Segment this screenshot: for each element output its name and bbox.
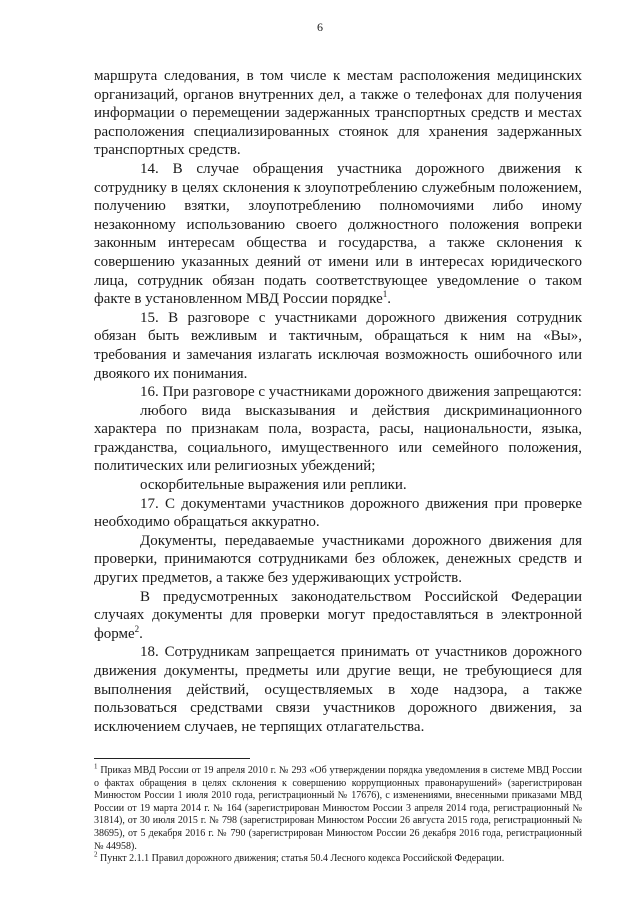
footnote-ref-1: 1 — [382, 289, 388, 300]
paragraph-continuation: маршрута следования, в том числе к местам расположения медицинских организаций, органов внутренних дел, а также о телефонах для получения информации о перемещении задержанных транспортных средств и местах расположения специализированных стоянок для хранения задержанных транспортных средств. — [94, 68, 582, 159]
paragraph-17: 17. С документами участников дорожного движения при проверке необходимо обращаться аккуратно. — [94, 495, 582, 531]
paragraph-16: 16. При разговоре с участниками дорожного движения запрещаются: — [140, 384, 582, 401]
paragraph-16-item-1: любого вида высказывания и действия дискриминационного характера по признакам пола, возраста, расы, национальности, языка, гражданства, социального, имущественного или семейного положения, политических или религиозных убеждений; — [94, 402, 582, 475]
paragraph-15: 15. В разговоре с участниками дорожного движения сотрудник обязан быть вежливым и тактичным, обращаться к ним на «Вы», требования и замечания излагать исключая возможность ошибочного или двоякого их понимания. — [94, 309, 582, 382]
body-text — [94, 67, 582, 736]
footnote-2: $^2$ Пункт 2.1.1 Правил дорожного движения; статья 50.4 Лесного кодекса Российской Федерации. — [94, 850, 505, 865]
footnote-ref-2: 2 — [134, 623, 140, 634]
paragraph-14: 14. В случае обращения участника дорожного движения к сотруднику в целях склонения к злоупотреблению служебным положением, получению взятки, злоупотреблению полномочиями либо иному незаконному использованию своего должностного положения вопреки законным интересам общества и государства, а также склонения к совершению указанных деяний от имени или в интересах юридического лица, сотрудник обязан подать соответствующее уведомление о таком факте в установленном МВД России порядке$^1$. — [94, 160, 582, 308]
paragraph-16-item-2: оскорбительные выражения или реплики. — [140, 477, 407, 494]
footnotes — [94, 762, 583, 866]
footnote-1: $^1$ Приказ МВД России от 19 апреля 2010 г. № 293 «Об утверждении порядка уведомления в системе МВД России о фактах обращения в целях склонения к совершению коррупционных правонарушений» (зарегистрирован Минюстом России 1 июля 2010 года, регистрационный № 17676), с изменениями, внесенными приказами МВД России от 19 марта 2014 г. № 164 (зарегистрирован Минюстом России 3 апреля 2014 года, регистрационный № 31814), от 30 июля 2015 г. № 798 (зарегистрирован Минюстом России 26 августа 2015 года, регистрационный № 38695), от 5 декабря 2016 г. № 790 (зарегистрирован Минюстом России 26 декабря 2016 года, регистрационный № 44958). — [94, 762, 583, 852]
page-number: 6 — [317, 20, 323, 34]
footnote-separator — [94, 758, 250, 759]
paragraph-18: 18. Сотрудникам запрещается принимать от участников дорожного движения документы, предметы или другие вещи, не требующиеся для выполнения действий, осуществляемых в ходе надзора, а также пользоваться средствами связи участников дорожного движения, за исключением случаев, не терпящих отлагательства. — [94, 644, 582, 735]
paragraph-17-documents: Документы, передаваемые участниками дорожного движения для проверки, принимаются сотрудниками без обложек, денежных средств и других предметов, а также без удерживающих устройств. — [94, 532, 582, 587]
paragraph-17-electronic: В предусмотренных законодательством Российской Федерации случаях документы для проверки могут предоставляться в электронной форме$^2$. — [94, 588, 582, 642]
